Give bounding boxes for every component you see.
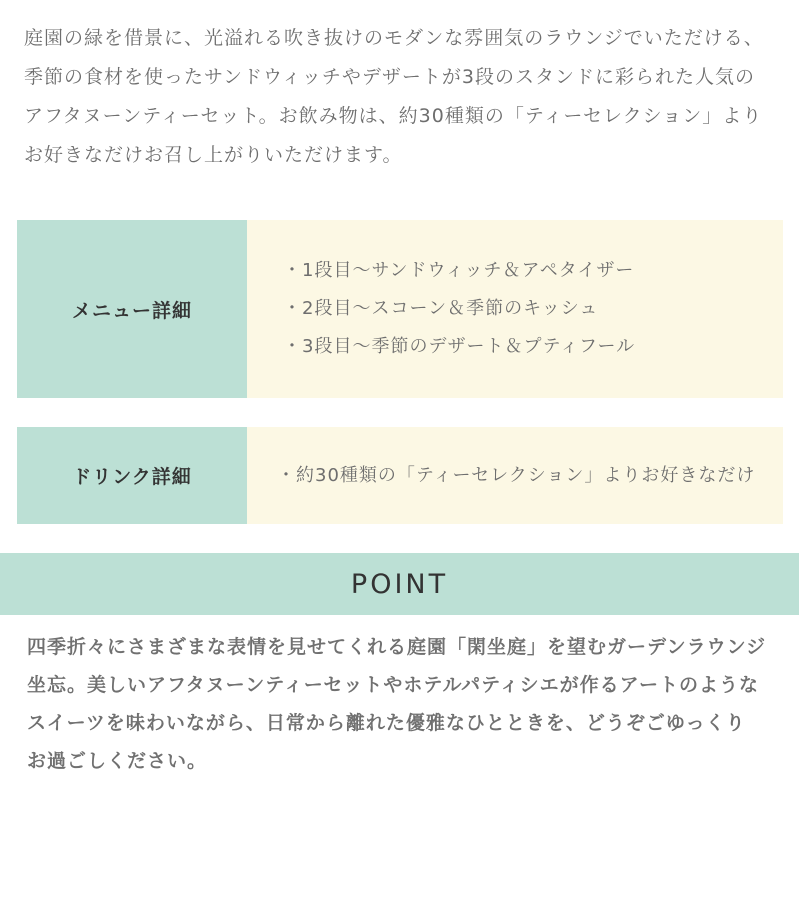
point-line: 四季折々にさまざまな表情を見せてくれる庭園「閑坐庭」を望むガーデンラウンジ <box>27 636 767 658</box>
point-line: スイーツを味わいながら、日常から離れた優雅なひとときを、どうぞごゆっくり <box>27 712 746 734</box>
intro-line: 季節の食材を使ったサンドウィッチやデザートが3段のスタンドに彩られた人気の <box>24 66 756 88</box>
drink-details-content <box>247 427 783 524</box>
menu-details-table <box>17 220 783 398</box>
point-heading: POINT <box>0 553 799 615</box>
intro-text <box>24 19 784 175</box>
drink-details-label: ドリンク詳細 <box>17 427 247 524</box>
point-line: 坐忘。美しいアフタヌーンティーセットやホテルパティシエが作るアートのような <box>27 674 760 696</box>
menu-details-content <box>247 220 783 398</box>
menu-item: ・3段目～季節のデザート＆プティフール <box>283 336 636 357</box>
drink-item: ・約30種類の「ティーセレクション」よりお好きなだけ <box>277 464 756 486</box>
drink-details-table <box>17 427 783 524</box>
point-text <box>27 628 787 780</box>
intro-line: お好きなだけお召し上がりいただけます。 <box>24 144 403 166</box>
menu-item: ・1段目～サンドウィッチ＆アペタイザー <box>283 260 635 281</box>
menu-item: ・2段目～スコーン＆季節のキッシュ <box>283 298 599 319</box>
menu-details-label: メニュー詳細 <box>17 220 247 398</box>
intro-line: アフタヌーンティーセット。お飲み物は、約30種類の「ティーセレクション」より <box>24 105 763 127</box>
intro-line: 庭園の緑を借景に、光溢れる吹き抜けのモダンな雰囲気のラウンジでいただける、 <box>24 27 764 49</box>
point-line: お過ごしください。 <box>27 750 208 772</box>
